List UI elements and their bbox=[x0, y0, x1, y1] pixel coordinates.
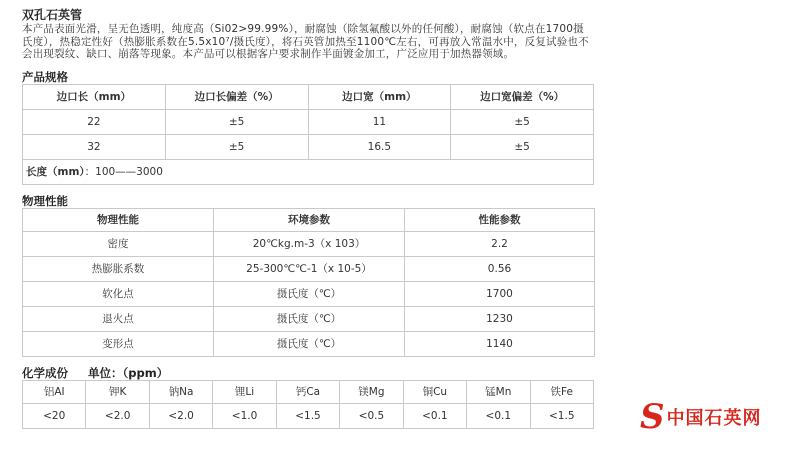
table-cell: 11 bbox=[308, 109, 451, 134]
spec-header-cell: 边口长偏差（%） bbox=[165, 84, 308, 109]
table-cell: 变形点 bbox=[23, 331, 214, 356]
table-cell: 20℃kg.m-3（x 103） bbox=[214, 231, 405, 256]
table-cell: 密度 bbox=[23, 231, 214, 256]
table-cell: ±5 bbox=[451, 134, 594, 159]
length-label: 长度（mm） bbox=[26, 166, 85, 178]
spec-header-cell: 边口宽（mm） bbox=[308, 84, 451, 109]
table-cell: ±5 bbox=[165, 134, 308, 159]
element-header-cell: 钙Ca bbox=[276, 380, 339, 403]
table-row bbox=[23, 231, 595, 256]
length-value: ：100——3000 bbox=[84, 166, 163, 178]
table-cell: 25-300℃℃-1（x 10-5） bbox=[214, 256, 405, 281]
spec-heading: 产品规格 bbox=[22, 69, 68, 84]
site-logo bbox=[640, 397, 762, 437]
table-row bbox=[23, 403, 594, 428]
physical-header-cell: 物理性能 bbox=[23, 208, 214, 231]
spec-table bbox=[22, 84, 594, 185]
table-cell: 摄氏度（℃） bbox=[214, 306, 405, 331]
spec-header-cell: 边口长（mm） bbox=[23, 84, 166, 109]
table-cell: <1.5 bbox=[530, 403, 594, 428]
element-header-cell: 铝AI bbox=[23, 380, 86, 403]
spec-header-cell: 边口宽偏差（%） bbox=[451, 84, 594, 109]
length-cell bbox=[23, 159, 594, 184]
table-cell: ±5 bbox=[451, 109, 594, 134]
element-header-cell: 铁Fe bbox=[530, 380, 594, 403]
table-cell: 退火点 bbox=[23, 306, 214, 331]
element-header-cell: 镁Mg bbox=[340, 380, 403, 403]
table-cell: <20 bbox=[23, 403, 86, 428]
element-header-cell: 钾K bbox=[86, 380, 149, 403]
element-header-cell: 铜Cu bbox=[403, 380, 466, 403]
physical-header-cell: 环境参数 bbox=[214, 208, 405, 231]
chemical-header-row bbox=[23, 380, 594, 403]
table-cell: 摄氏度（℃） bbox=[214, 331, 405, 356]
table-cell: <2.0 bbox=[86, 403, 149, 428]
table-cell: <1.5 bbox=[276, 403, 339, 428]
table-cell: <0.5 bbox=[340, 403, 403, 428]
product-page bbox=[22, 8, 594, 429]
table-cell: 软化点 bbox=[23, 281, 214, 306]
physical-heading: 物理性能 bbox=[22, 193, 68, 208]
chemical-unit: 单位：（ppm） bbox=[88, 365, 169, 380]
logo-mark: S bbox=[640, 397, 665, 437]
table-cell: 2.2 bbox=[405, 231, 595, 256]
table-cell: <1.0 bbox=[213, 403, 276, 428]
table-row bbox=[23, 109, 594, 134]
table-row bbox=[23, 306, 595, 331]
table-cell: ±5 bbox=[165, 109, 308, 134]
table-cell: 32 bbox=[23, 134, 166, 159]
element-header-cell: 钠Na bbox=[149, 380, 212, 403]
table-cell: 0.56 bbox=[405, 256, 595, 281]
physical-table bbox=[22, 208, 595, 357]
physical-header-row bbox=[23, 208, 595, 231]
table-cell: 1700 bbox=[405, 281, 595, 306]
logo-text: 中国石英网 bbox=[666, 408, 762, 429]
table-cell: <0.1 bbox=[403, 403, 466, 428]
table-cell: 1230 bbox=[405, 306, 595, 331]
table-row bbox=[23, 134, 594, 159]
table-cell: 摄氏度（℃） bbox=[214, 281, 405, 306]
chemical-heading: 化学成份 bbox=[22, 365, 68, 380]
element-header-cell: 锂Li bbox=[213, 380, 276, 403]
product-title: 双孔石英管 bbox=[22, 8, 83, 22]
table-cell: <2.0 bbox=[149, 403, 212, 428]
table-cell: 热膨胀系数 bbox=[23, 256, 214, 281]
table-cell: <0.1 bbox=[467, 403, 530, 428]
table-cell: 1140 bbox=[405, 331, 595, 356]
chemical-heading-row bbox=[22, 366, 594, 380]
element-header-cell: 锰Mn bbox=[467, 380, 530, 403]
table-row bbox=[23, 331, 595, 356]
table-cell: 16.5 bbox=[308, 134, 451, 159]
chemical-table bbox=[22, 380, 594, 429]
table-row bbox=[23, 281, 595, 306]
length-row bbox=[23, 159, 594, 184]
table-cell: 22 bbox=[23, 109, 166, 134]
table-row bbox=[23, 256, 595, 281]
physical-header-cell: 性能参数 bbox=[405, 208, 595, 231]
product-description: 本产品表面光滑，呈无色透明，纯度高（Si02>99.99%），耐腐蚀（除氢氟酸以外的任何酸），耐腐蚀（软点在1700摄氏度），热稳定性好（热膨胀系数在5.5x10⁷/摄氏度），将石英管加热至1100℃左右，可再放入常温水中，反复试验也不会出现裂纹、缺口、崩落等现象。本产品可以根据客户要求制作半面镀金加工，广泛应用于加热器领域。 bbox=[22, 23, 589, 60]
spec-header-row bbox=[23, 84, 594, 109]
